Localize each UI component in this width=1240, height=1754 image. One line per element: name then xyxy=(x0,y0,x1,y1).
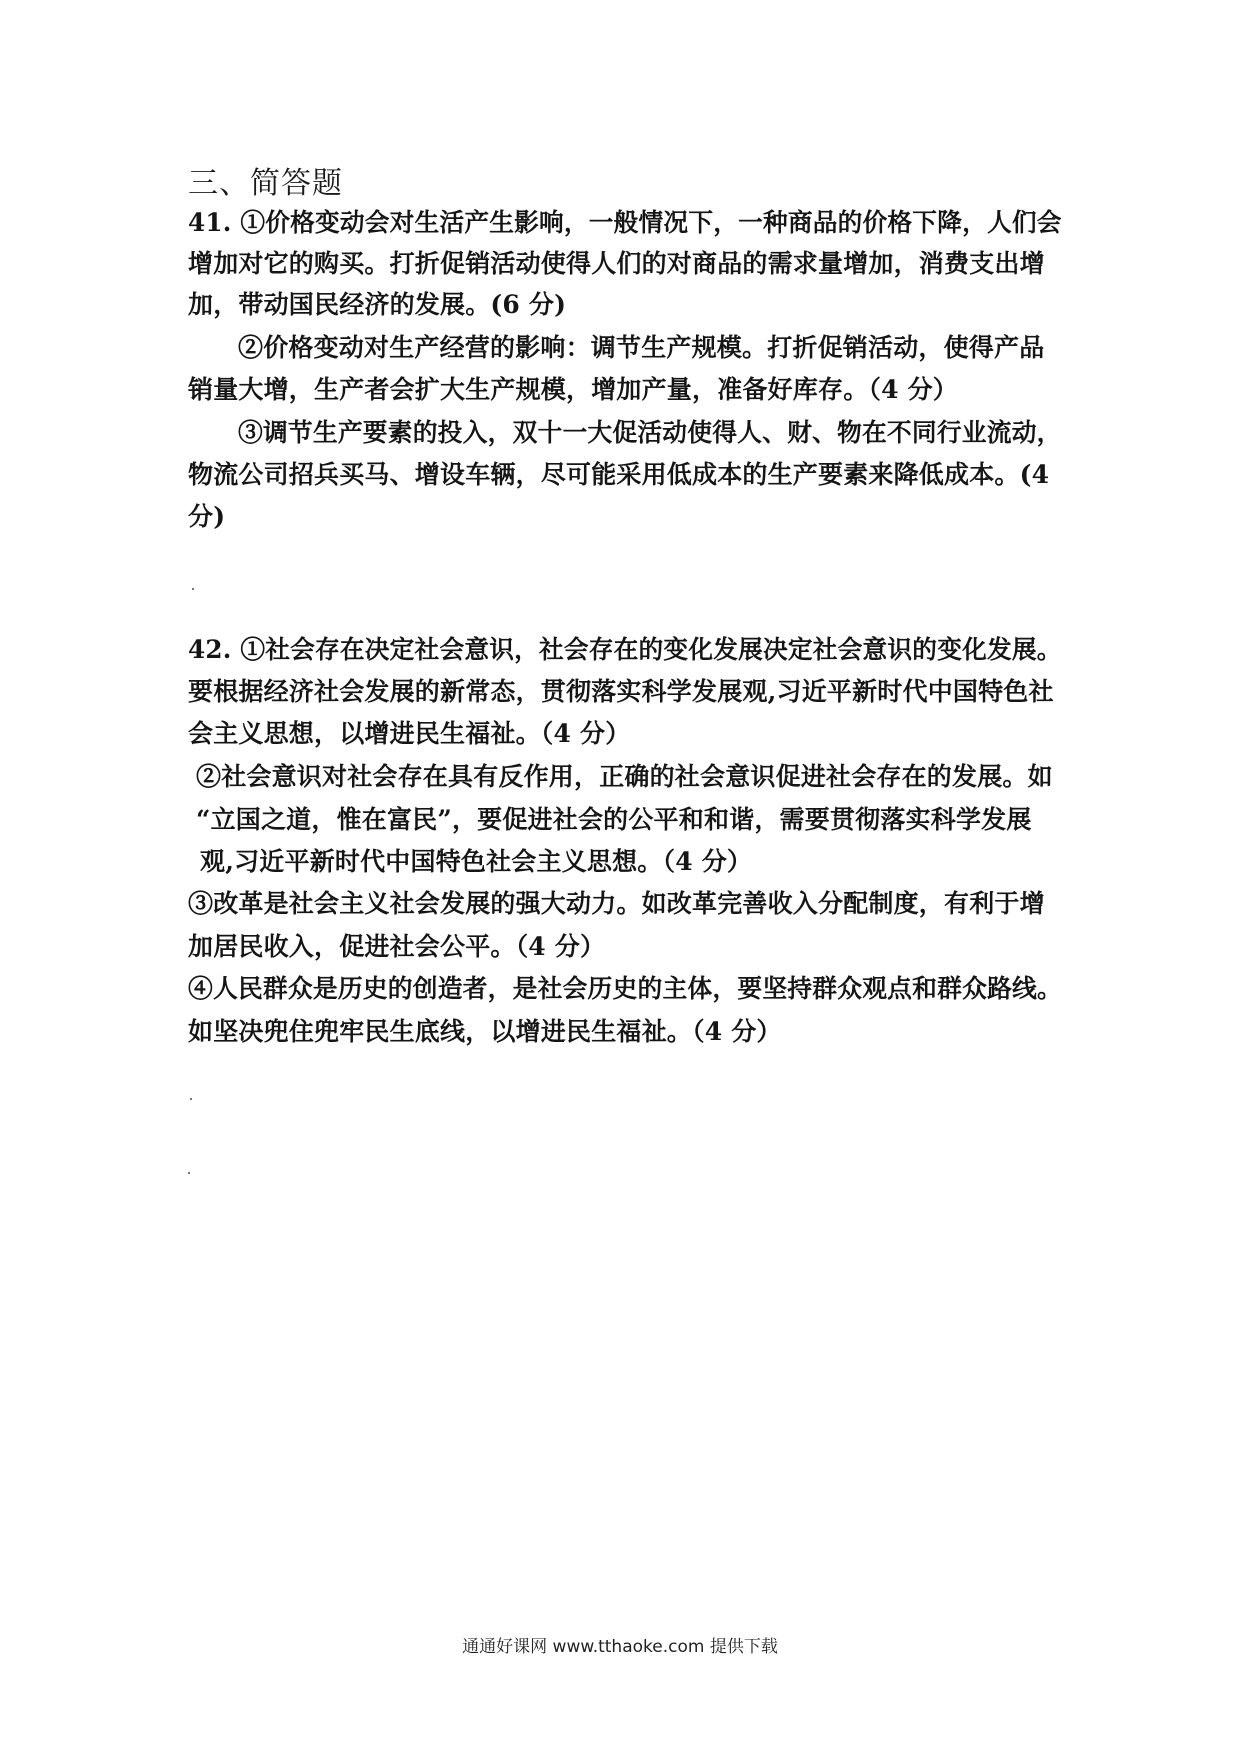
answer-42-line: “立国之道，惟在富民”，要促进社会的公平和和谐，需要贯彻落实科学发展 xyxy=(196,805,1032,834)
answer-42-line: 要根据经济社会发展的新常态，贯彻落实科学发展观,习近平新时代中国特色社 xyxy=(188,677,1054,706)
answer-41-line: ②价格变动对生产经营的影响：调节生产规模。打折促销活动，使得产品 xyxy=(238,333,1045,362)
section-title: 三、简答题 xyxy=(188,166,343,201)
answer-42-line: 42. ①社会存在决定社会意识，社会存在的变化发展决定社会意识的变化发展。 xyxy=(188,635,1062,664)
scan-speck xyxy=(192,588,194,590)
footer-download-note: 通通好课网 www.tthaoke.com 提供下载 xyxy=(462,1637,778,1657)
scan-speck xyxy=(190,1098,192,1100)
answer-41-line: 41. ①价格变动会对生活产生影响，一般情况下，一种商品的价格下降，人们会 xyxy=(188,208,1062,237)
answer-41-line: 销量大增，生产者会扩大生产规模，增加产量，准备好库存。（4 分） xyxy=(188,375,959,404)
answer-42-line: 会主义思想，以增进民生福祉。（4 分） xyxy=(188,719,631,748)
answer-42-line: ③改革是社会主义社会发展的强大动力。如改革完善收入分配制度，有利于增 xyxy=(188,889,1045,918)
answer-41-line: 物流公司招兵买马、增设车辆，尽可能采用低成本的生产要素来降低成本。(4 xyxy=(188,460,1050,489)
answer-42-line: 加居民收入，促进社会公平。（4 分） xyxy=(188,932,606,961)
scan-speck xyxy=(188,1172,190,1174)
answer-41-line: 加，带动国民经济的发展。(6 分) xyxy=(188,290,567,319)
answer-41-line: 增加对它的购买。打折促销活动使得人们的对商品的需求量增加，消费支出增 xyxy=(188,249,1045,278)
answer-41-line: ③调节生产要素的投入，双十一大促活动使得人、财、物在不同行业流动， xyxy=(238,418,1062,447)
answer-41-line: 分) xyxy=(188,502,226,531)
answer-42-line: ②社会意识对社会存在具有反作用，正确的社会意识促进社会存在的发展。如 xyxy=(196,762,1053,791)
answer-42-line: 如坚决兜住兜牢民生底线，以增进民生福祉。（4 分） xyxy=(188,1017,782,1046)
answer-42-line: 观,习近平新时代中国特色社会主义思想。（4 分） xyxy=(200,847,753,876)
answer-42-line: ④人民群众是历史的创造者，是社会历史的主体，要坚持群众观点和群众路线。 xyxy=(188,974,1062,1003)
